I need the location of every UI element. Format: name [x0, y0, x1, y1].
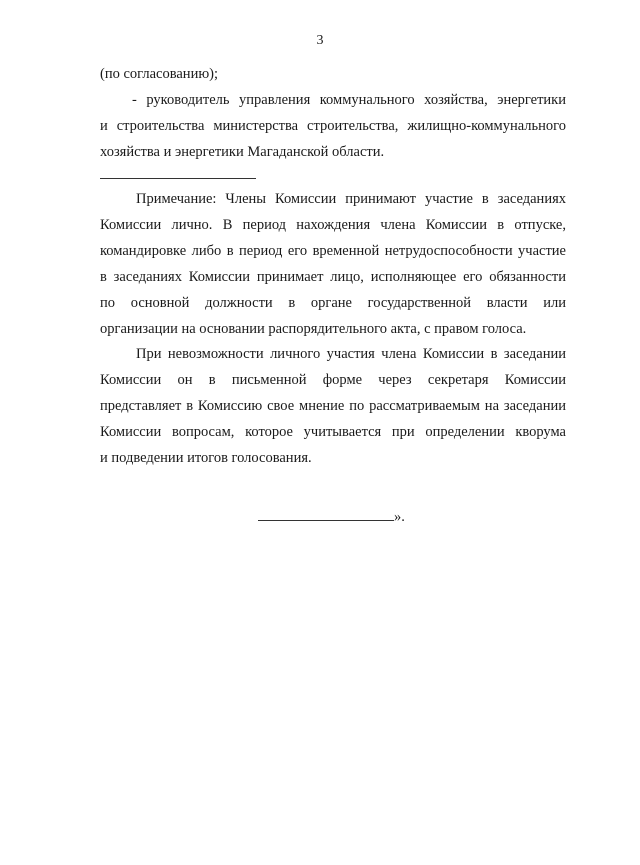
- paragraph-line: и подведении итогов голосования.: [100, 450, 312, 466]
- note-line: Комиссии лично. В период нахождения члена Комиссии в отпуске,: [100, 217, 566, 233]
- text-line: (по согласованию);: [100, 66, 219, 82]
- closing-underline: [258, 506, 394, 521]
- paragraph-line: Комиссии он в письменной форме через секретаря Комиссии: [100, 372, 566, 388]
- closing-line: [258, 506, 405, 528]
- text-line: и строительства министерства строительства, жилищно-коммунального: [100, 118, 566, 134]
- text-line: хозяйства и энергетики Магаданской области.: [100, 144, 385, 160]
- text-line: - руководитель управления коммунального хозяйства, энергетики: [132, 92, 566, 108]
- page-number: 3: [316, 33, 324, 48]
- note-line: по основной должности в органе государственной власти или: [100, 295, 566, 311]
- paragraph-line: При невозможности личного участия члена Комиссии в заседании: [136, 346, 566, 362]
- closing-quote: ».: [394, 509, 405, 525]
- note-line: организации на основании распорядительного акта, с правом голоса.: [100, 321, 527, 337]
- note-line: Примечание: Члены Комиссии принимают участие в заседаниях: [136, 191, 566, 207]
- note-line: командировке либо в период его временной нетрудоспособности участие: [100, 243, 566, 259]
- footnote-separator: [100, 178, 256, 179]
- note-line: в заседаниях Комиссии принимает лицо, исполняющее его обязанности: [100, 269, 566, 285]
- paragraph-line: представляет в Комиссию свое мнение по рассматриваемым на заседании: [100, 398, 566, 414]
- paragraph-line: Комиссии вопросам, которое учитывается при определении кворума: [100, 424, 566, 440]
